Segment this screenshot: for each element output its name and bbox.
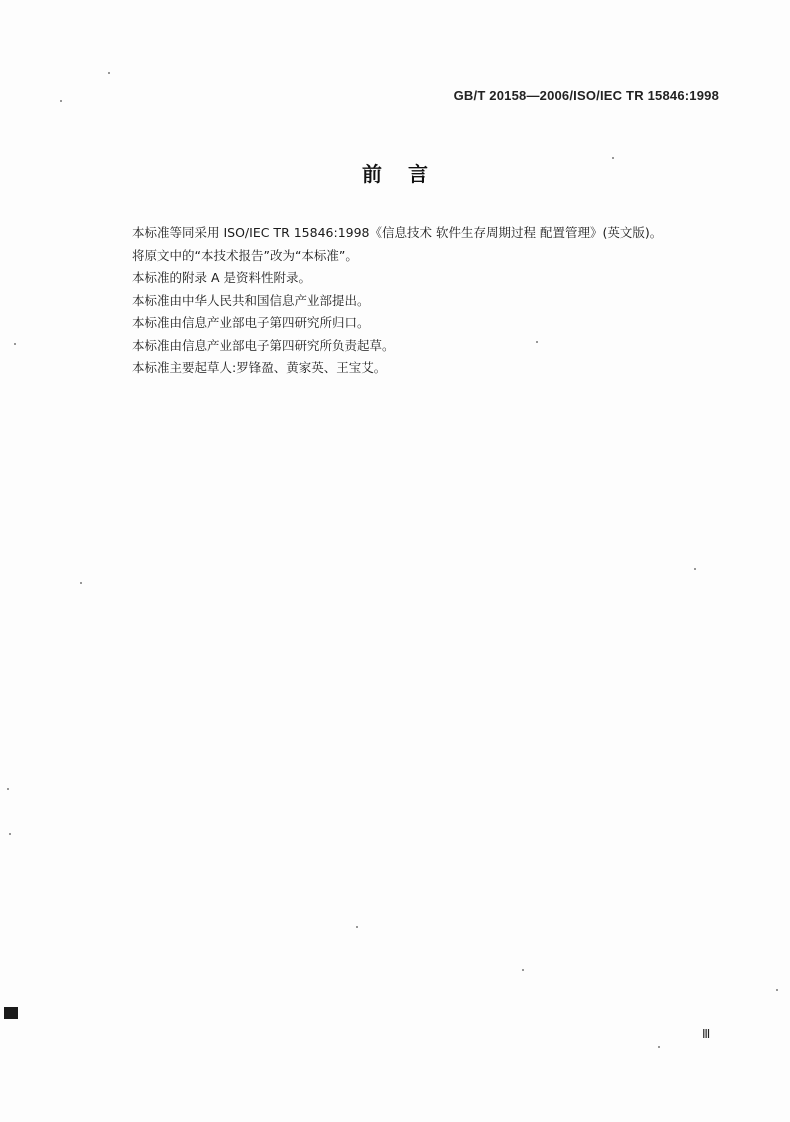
paragraph: 本标准主要起草人:罗锋盈、黄家英、王宝艾。 [132,360,387,375]
scan-speck [60,100,62,102]
page-title: 前言 [362,162,454,186]
paragraph: 本标准由信息产业部电子第四研究所归口。 [132,315,370,330]
paragraph: 本标准由中华人民共和国信息产业部提出。 [132,292,370,308]
page-number: Ⅲ [702,1027,711,1041]
scan-speck [80,582,82,584]
paragraph: 本标准由信息产业部电子第四研究所负责起草。 [132,337,395,353]
scan-artifact [4,1007,18,1019]
scan-speck [612,157,614,159]
preface-body [132,222,732,380]
paragraph: 本标准等同采用 ISO/IEC TR 15846:1998《信息技术 软件生存周期过程 配置管理》(英文版)。 [132,225,663,240]
scan-speck [776,989,778,991]
scan-speck [522,969,524,971]
paragraph: 将原文中的“本技术报告”改为“本标准”。 [132,247,358,263]
scan-speck [536,341,538,343]
paragraph: 本标准的附录 A 是资料性附录。 [132,270,311,285]
scan-speck [658,1046,660,1048]
scan-speck [694,568,696,570]
scan-speck [14,343,16,345]
scan-speck [7,788,9,790]
scan-speck [108,72,110,74]
scan-speck [9,833,11,835]
scan-speck [356,926,358,928]
standard-code: GB/T 20158—2006/ISO/IEC TR 15846:1998 [453,88,719,103]
